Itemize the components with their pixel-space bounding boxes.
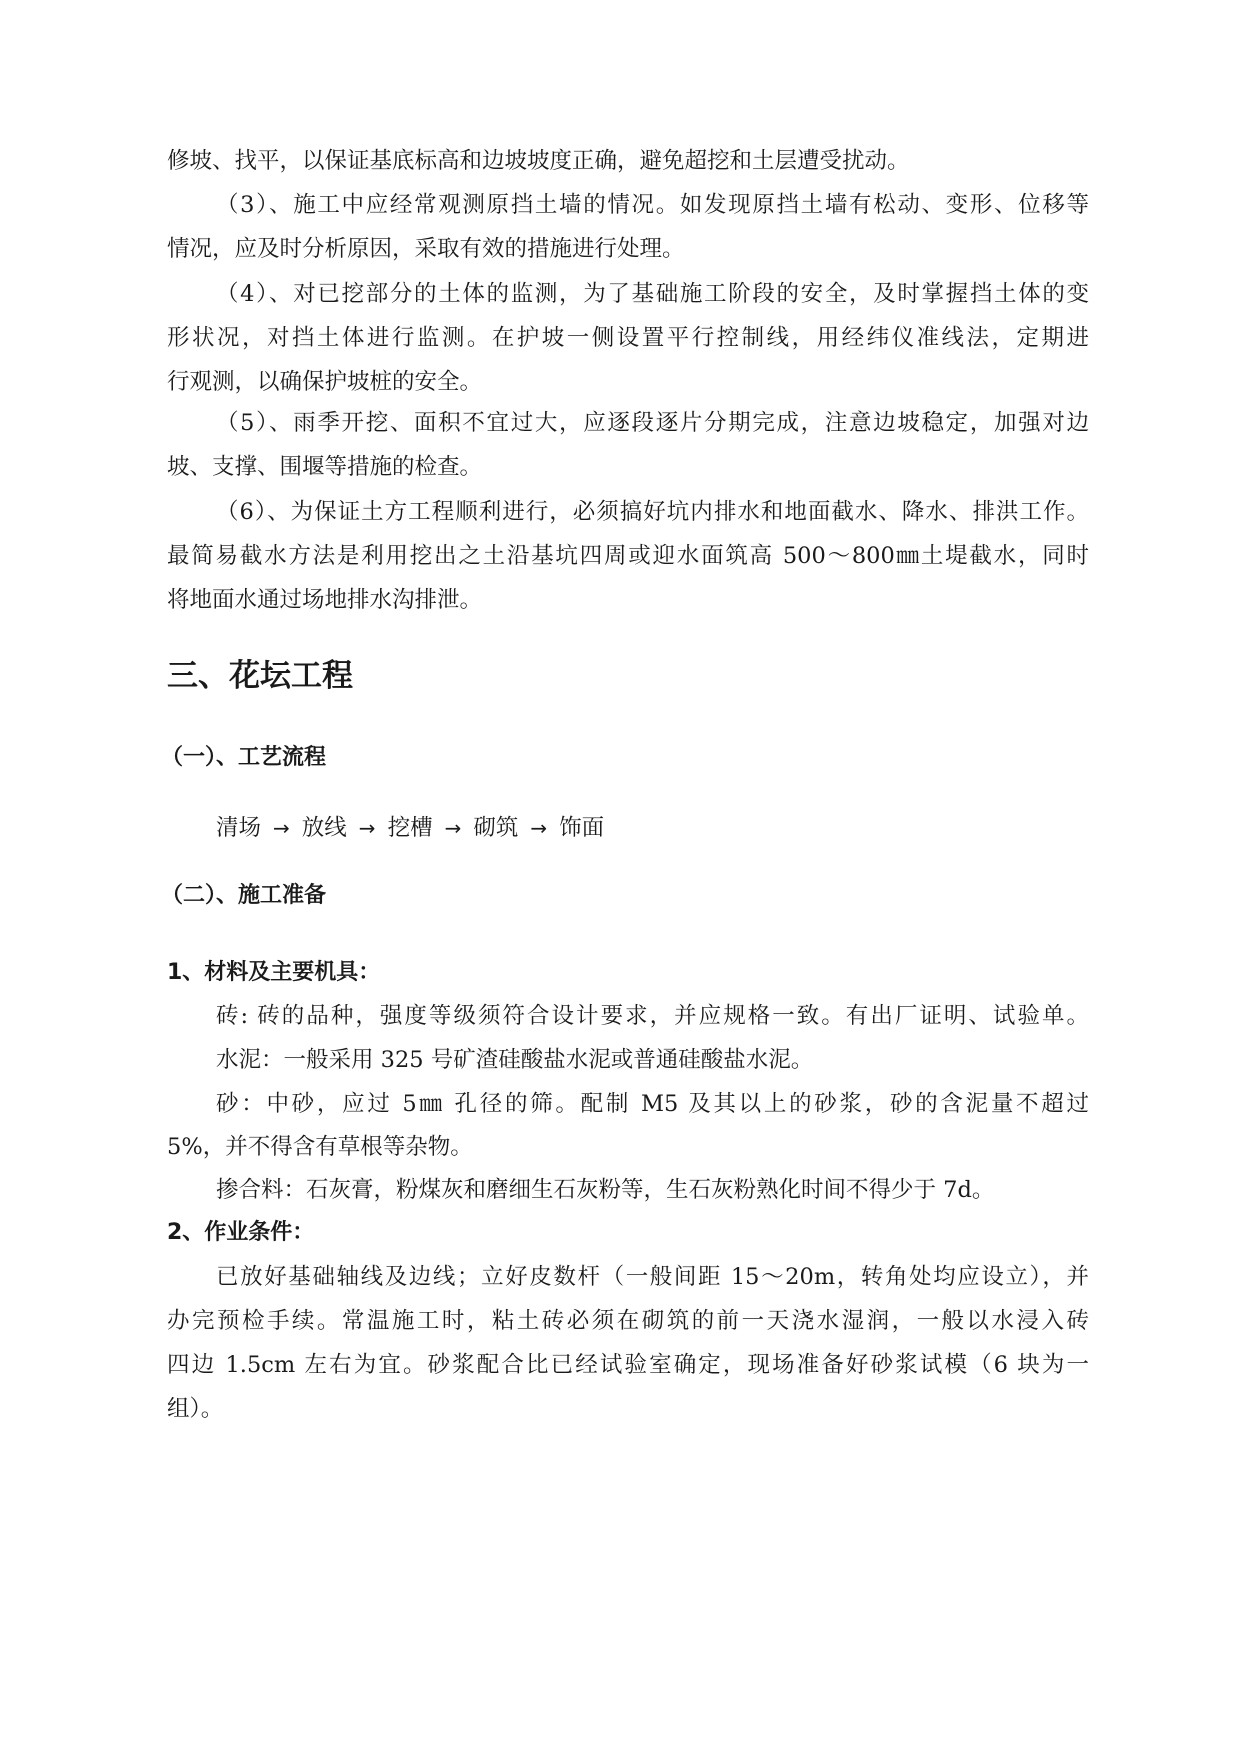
paragraph-line: 掺合料：石灰膏，粉煤灰和磨细生石灰粉等，生石灰粉熟化时间不得少于 7d。 xyxy=(216,1177,995,1203)
paragraph-line: 修坡、找平，以保证基底标高和边坡坡度正确，避免超挖和土层遭受扰动。 xyxy=(167,148,910,174)
paragraph-line xyxy=(216,1262,1089,1292)
paragraph-line-text: 已放好基础轴线及边线；立好皮数杆（一般间距 15～20m，转角处均应设立），并 xyxy=(216,1264,1089,1290)
paragraph-line-text: （3）、施工中应经常观测原挡土墙的情况。如发现原挡土墙有松动、变形、位移等 xyxy=(216,192,1089,218)
paragraph-line xyxy=(216,1089,1089,1119)
paragraph-line xyxy=(167,541,1089,571)
paragraph-line: 将地面水通过场地排水沟排泄。 xyxy=(167,587,483,613)
paragraph-line-text: 最简易截水方法是利用挖出之土沿基坑四周或迎水面筑高 500～800㎜土堤截水，同时 xyxy=(167,543,1089,569)
paragraph-line: 坡、支撑、围堰等措施的检查。 xyxy=(167,454,483,480)
paragraph-line-text: 砂：中砂，应过 5㎜ 孔径的筛。配制 M5 及其以上的砂浆，砂的含泥量不超过 xyxy=(216,1091,1089,1117)
paragraph-line-text: （4）、对已挖部分的土体的监测，为了基础施工阶段的安全，及时掌握挡土体的变 xyxy=(216,281,1089,307)
paragraph-line-text: （6）、为保证土方工程顺利进行，必须搞好坑内排水和地面截水、降水、排洪工作。 xyxy=(216,499,1089,525)
paragraph-line: 行观测，以确保护坡桩的安全。 xyxy=(167,369,483,395)
process-flow xyxy=(216,813,604,843)
arrow-right-icon: → xyxy=(358,816,376,840)
item-heading: 1、材料及主要机具： xyxy=(167,960,381,985)
paragraph-line xyxy=(216,497,1089,527)
paragraph-line xyxy=(167,1350,1089,1380)
flow-step: 挖槽 xyxy=(387,815,433,841)
paragraph-line: 5%，并不得含有草根等杂物。 xyxy=(167,1134,473,1160)
paragraph-line xyxy=(216,279,1089,309)
flow-step: 放线 xyxy=(301,815,347,841)
arrow-right-icon: → xyxy=(444,816,462,840)
paragraph-line-text: 办完预检手续。常温施工时，粘土砖必须在砌筑的前一天浇水湿润，一般以水浸入砖 xyxy=(167,1308,1089,1334)
paragraph-line xyxy=(167,323,1089,353)
paragraph-line-text: 形状况，对挡土体进行监测。在护坡一侧设置平行控制线，用经纬仪准线法，定期进 xyxy=(167,325,1089,351)
section-heading: 三、花坛工程 xyxy=(167,658,353,694)
paragraph-line xyxy=(216,1001,1089,1031)
paragraph-line xyxy=(167,1306,1089,1336)
subsection-heading: （二）、施工准备 xyxy=(161,883,327,908)
paragraph-line: 情况，应及时分析原因，采取有效的措施进行处理。 xyxy=(167,236,685,262)
flow-step: 饰面 xyxy=(559,815,605,841)
paragraph-line-text: （5）、雨季开挖、面积不宜过大，应逐段逐片分期完成，注意边坡稳定，加强对边 xyxy=(216,410,1089,436)
paragraph-line-text: 四边 1.5cm 左右为宜。砂浆配合比已经试验室确定，现场准备好砂浆试模（6 块为一 xyxy=(167,1352,1089,1378)
paragraph-line xyxy=(216,408,1089,438)
arrow-right-icon: → xyxy=(273,816,290,840)
arrow-right-icon: → xyxy=(530,816,548,840)
item-heading: 2、作业条件： xyxy=(167,1220,315,1245)
paragraph-line xyxy=(216,190,1089,220)
flow-step: 砌筑 xyxy=(473,815,519,841)
flow-step: 清场 xyxy=(216,815,262,841)
paragraph-line-text: 砖: 砖的品种，强度等级须符合设计要求，并应规格一致。有出厂证明、试验单。 xyxy=(216,1003,1089,1029)
paragraph-line: 组）。 xyxy=(167,1396,224,1422)
paragraph-line: 水泥：一般采用 325 号矿渣硅酸盐水泥或普通硅酸盐水泥。 xyxy=(216,1047,814,1073)
subsection-heading: （一）、工艺流程 xyxy=(161,745,327,770)
